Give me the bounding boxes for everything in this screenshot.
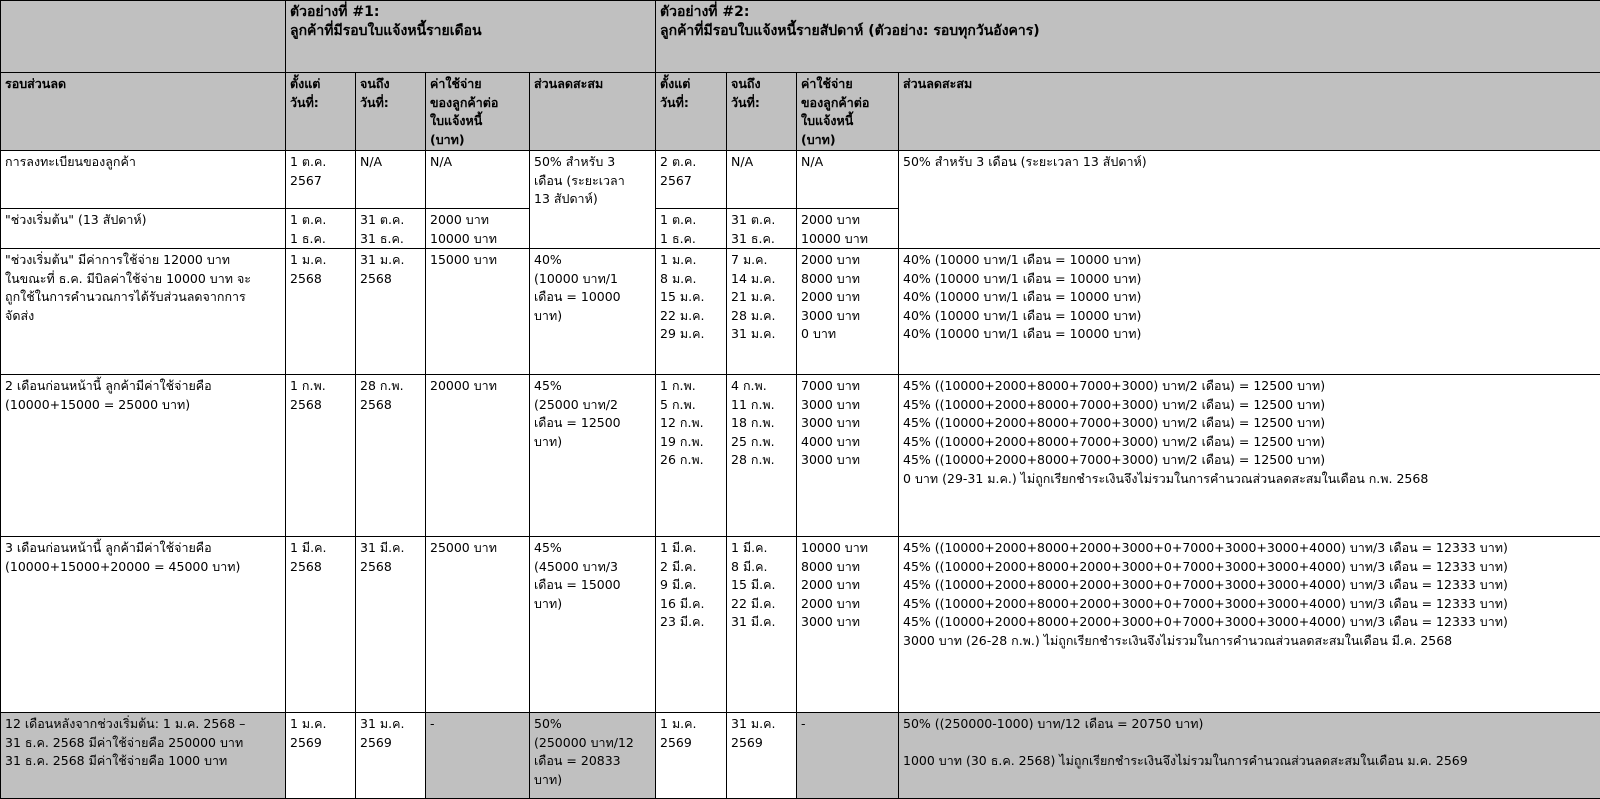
col-cycle-header: รอบส่วนลด bbox=[1, 73, 286, 151]
m-cost-cell: 15000 บาท bbox=[426, 249, 530, 375]
m-cost-cell: 2000 บาท 10000 บาท bbox=[426, 209, 530, 249]
w-cost-cell: 10000 บาท 8000 บาท 2000 บาท 2000 บาท 3000 บาท bbox=[797, 537, 899, 713]
example1-header bbox=[286, 1, 656, 73]
corner-cell bbox=[1, 1, 286, 73]
w-discount-cell: 50% สำหรับ 3 เดือน (ระยะเวลา 13 สัปดาห์) bbox=[899, 151, 1600, 249]
table-row bbox=[1, 713, 1600, 799]
table-row bbox=[1, 249, 1600, 375]
table-row bbox=[1, 375, 1600, 537]
m-discount-cell: 50% สำหรับ 3 เดือน (ระยะเวลา 13 สัปดาห์) bbox=[530, 151, 656, 249]
w-from-cell: 1 ม.ค. 2569 bbox=[656, 713, 727, 799]
m-from-cell: 1 ต.ค. 1 ธ.ค. bbox=[286, 209, 356, 249]
m-to-cell: 31 ม.ค. 2569 bbox=[356, 713, 426, 799]
m-discount-cell: 45% (45000 บาท/3 เดือน = 15000 บาท) bbox=[530, 537, 656, 713]
w-from-cell: 1 มี.ค. 2 มี.ค. 9 มี.ค. 16 มี.ค. 23 มี.ค. bbox=[656, 537, 727, 713]
w-cost-cell: 2000 บาท 10000 บาท bbox=[797, 209, 899, 249]
w-to-cell: 1 มี.ค. 8 มี.ค. 15 มี.ค. 22 มี.ค. 31 มี.ค. bbox=[727, 537, 797, 713]
row-label: 12 เดือนหลังจากช่วงเริ่มต้น: 1 ม.ค. 2568 – 31 ธ.ค. 2568 มีค่าใช้จ่ายคือ 250000 บาท 31 ธ.ค. 2568 มีค่าใช้จ่ายคือ 1000 บาท bbox=[1, 713, 286, 799]
w-to-cell: 31 ต.ค. 31 ธ.ค. bbox=[727, 209, 797, 249]
m-to-cell: 31 ต.ค. 31 ธ.ค. bbox=[356, 209, 426, 249]
w-from-cell: 1 ก.พ. 5 ก.พ. 12 ก.พ. 19 ก.พ. 26 ก.พ. bbox=[656, 375, 727, 537]
m-to-cell: 31 มี.ค. 2568 bbox=[356, 537, 426, 713]
col-to-header: จนถึง วันที่: bbox=[356, 73, 426, 151]
w-to-cell: 31 ม.ค. 2569 bbox=[727, 713, 797, 799]
col-cost-header: ค่าใช้จ่าย ของลูกค้าต่อ ใบแจ้งหนี้ (บาท) bbox=[426, 73, 530, 151]
w-from-cell: 1 ต.ค. 1 ธ.ค. bbox=[656, 209, 727, 249]
m-cost-cell: - bbox=[426, 713, 530, 799]
w-from-cell: 1 ม.ค. 8 ม.ค. 15 ม.ค. 22 ม.ค. 29 ม.ค. bbox=[656, 249, 727, 375]
col-from-header-2: ตั้งแต่ วันที่: bbox=[656, 73, 727, 151]
col-discount-header: ส่วนลดสะสม bbox=[530, 73, 656, 151]
m-discount-cell: 50% (250000 บาท/12 เดือน = 20833 บาท) bbox=[530, 713, 656, 799]
m-cost-cell: 25000 บาท bbox=[426, 537, 530, 713]
m-to-cell: 28 ก.พ. 2568 bbox=[356, 375, 426, 537]
w-from-cell: 2 ต.ค. 2567 bbox=[656, 151, 727, 209]
w-to-cell: 7 ม.ค. 14 ม.ค. 21 ม.ค. 28 ม.ค. 31 ม.ค. bbox=[727, 249, 797, 375]
example1-title: ตัวอย่างที่ #1: bbox=[290, 3, 651, 22]
w-discount-cell: 45% ((10000+2000+8000+2000+3000+0+7000+3000+3000+4000) บาท/3 เดือน = 12333 บาท) 45% ((10000+2000+8000+2000+3000+0+7000+3000+3000+4000) บาท/3 เดือน = 12333 บาท) 45% ((10000+2000+8000+2000+3000+0+7000+3000+3000+4000) บาท/3 เดือน = 12333 บาท) 45% ((10000+2000+8000+2000+3000+0+7000+3000+3000+4000) บาท/3 เดือน = 12333 บาท) 45% ((10000+2000+8000+2000+3000+0+7000+3000+3000+4000) บาท/3 เดือน = 12333 บาท) 3000 บาท (26-28 ก.พ.) ไม่ถูกเรียกชำระเงินจึงไม่รวมในการคำนวณส่วนลดสะสมในเดือน มี.ค. 2568 bbox=[899, 537, 1600, 713]
m-from-cell: 1 ต.ค. 2567 bbox=[286, 151, 356, 209]
col-discount-header-2: ส่วนลดสะสม bbox=[899, 73, 1600, 151]
row-label: "ช่วงเริ่มต้น" มีค่าการใช้จ่าย 12000 บาท ในขณะที่ ธ.ค. มีบิลค่าใช้จ่าย 10000 บาท จะ ถูกใช้ในการคำนวณการได้รับส่วนลดจากการ จัดส่ง bbox=[1, 249, 286, 375]
w-to-cell: 4 ก.พ. 11 ก.พ. 18 ก.พ. 25 ก.พ. 28 ก.พ. bbox=[727, 375, 797, 537]
m-from-cell: 1 ม.ค. 2568 bbox=[286, 249, 356, 375]
row-label: 2 เดือนก่อนหน้านี้ ลูกค้ามีค่าใช้จ่ายคือ (10000+15000 = 25000 บาท) bbox=[1, 375, 286, 537]
w-discount-cell: 40% (10000 บาท/1 เดือน = 10000 บาท) 40% (10000 บาท/1 เดือน = 10000 บาท) 40% (10000 บาท/1 เดือน = 10000 บาท) 40% (10000 บาท/1 เดือน = 10000 บาท) 40% (10000 บาท/1 เดือน = 10000 บาท) bbox=[899, 249, 1600, 375]
w-discount-cell: 50% ((250000-1000) บาท/12 เดือน = 20750 บาท) 1000 บาท (30 ธ.ค. 2568) ไม่ถูกเรียกชำระเงินจึงไม่รวมในการคำนวณส่วนลดสะสมในเดือน ม.ค. 2569 bbox=[899, 713, 1600, 799]
example2-title: ตัวอย่างที่ #2: bbox=[660, 3, 1596, 22]
w-cost-cell: 2000 บาท 8000 บาท 2000 บาท 3000 บาท 0 บาท bbox=[797, 249, 899, 375]
table-row bbox=[1, 537, 1600, 713]
row-label: 3 เดือนก่อนหน้านี้ ลูกค้ามีค่าใช้จ่ายคือ (10000+15000+20000 = 45000 บาท) bbox=[1, 537, 286, 713]
w-cost-cell: - bbox=[797, 713, 899, 799]
table-row bbox=[1, 151, 1600, 209]
w-cost-cell: N/A bbox=[797, 151, 899, 209]
m-to-cell: N/A bbox=[356, 151, 426, 209]
row-label: "ช่วงเริ่มต้น" (13 สัปดาห์) bbox=[1, 209, 286, 249]
m-from-cell: 1 มี.ค. 2568 bbox=[286, 537, 356, 713]
m-from-cell: 1 ม.ค. 2569 bbox=[286, 713, 356, 799]
row-label: การลงทะเบียนของลูกค้า bbox=[1, 151, 286, 209]
w-discount-cell: 45% ((10000+2000+8000+7000+3000) บาท/2 เดือน) = 12500 บาท) 45% ((10000+2000+8000+7000+3000) บาท/2 เดือน) = 12500 บาท) 45% ((10000+2000+8000+7000+3000) บาท/2 เดือน) = 12500 บาท) 45% ((10000+2000+8000+7000+3000) บาท/2 เดือน) = 12500 บาท) 45% ((10000+2000+8000+7000+3000) บาท/2 เดือน) = 12500 บาท) 0 บาท (29-31 ม.ค.) ไม่ถูกเรียกชำระเงินจึงไม่รวมในการคำนวณส่วนลดสะสมในเดือน ก.พ. 2568 bbox=[899, 375, 1600, 537]
m-discount-cell: 45% (25000 บาท/2 เดือน = 12500 บาท) bbox=[530, 375, 656, 537]
m-from-cell: 1 ก.พ. 2568 bbox=[286, 375, 356, 537]
example2-subtitle: ลูกค้าที่มีรอบใบแจ้งหนี้รายสัปดาห์ (ตัวอย่าง: รอบทุกวันอังคาร) bbox=[660, 22, 1596, 41]
col-cost-header-2: ค่าใช้จ่าย ของลูกค้าต่อ ใบแจ้งหนี้ (บาท) bbox=[797, 73, 899, 151]
example2-header bbox=[656, 1, 1600, 73]
w-to-cell: N/A bbox=[727, 151, 797, 209]
example1-subtitle: ลูกค้าที่มีรอบใบแจ้งหนี้รายเดือน bbox=[290, 22, 651, 41]
m-discount-cell: 40% (10000 บาท/1 เดือน = 10000 บาท) bbox=[530, 249, 656, 375]
m-cost-cell: 20000 บาท bbox=[426, 375, 530, 537]
col-to-header-2: จนถึง วันที่: bbox=[727, 73, 797, 151]
m-to-cell: 31 ม.ค. 2568 bbox=[356, 249, 426, 375]
w-cost-cell: 7000 บาท 3000 บาท 3000 บาท 4000 บาท 3000 บาท bbox=[797, 375, 899, 537]
m-cost-cell: N/A bbox=[426, 151, 530, 209]
col-from-header: ตั้งแต่ วันที่: bbox=[286, 73, 356, 151]
